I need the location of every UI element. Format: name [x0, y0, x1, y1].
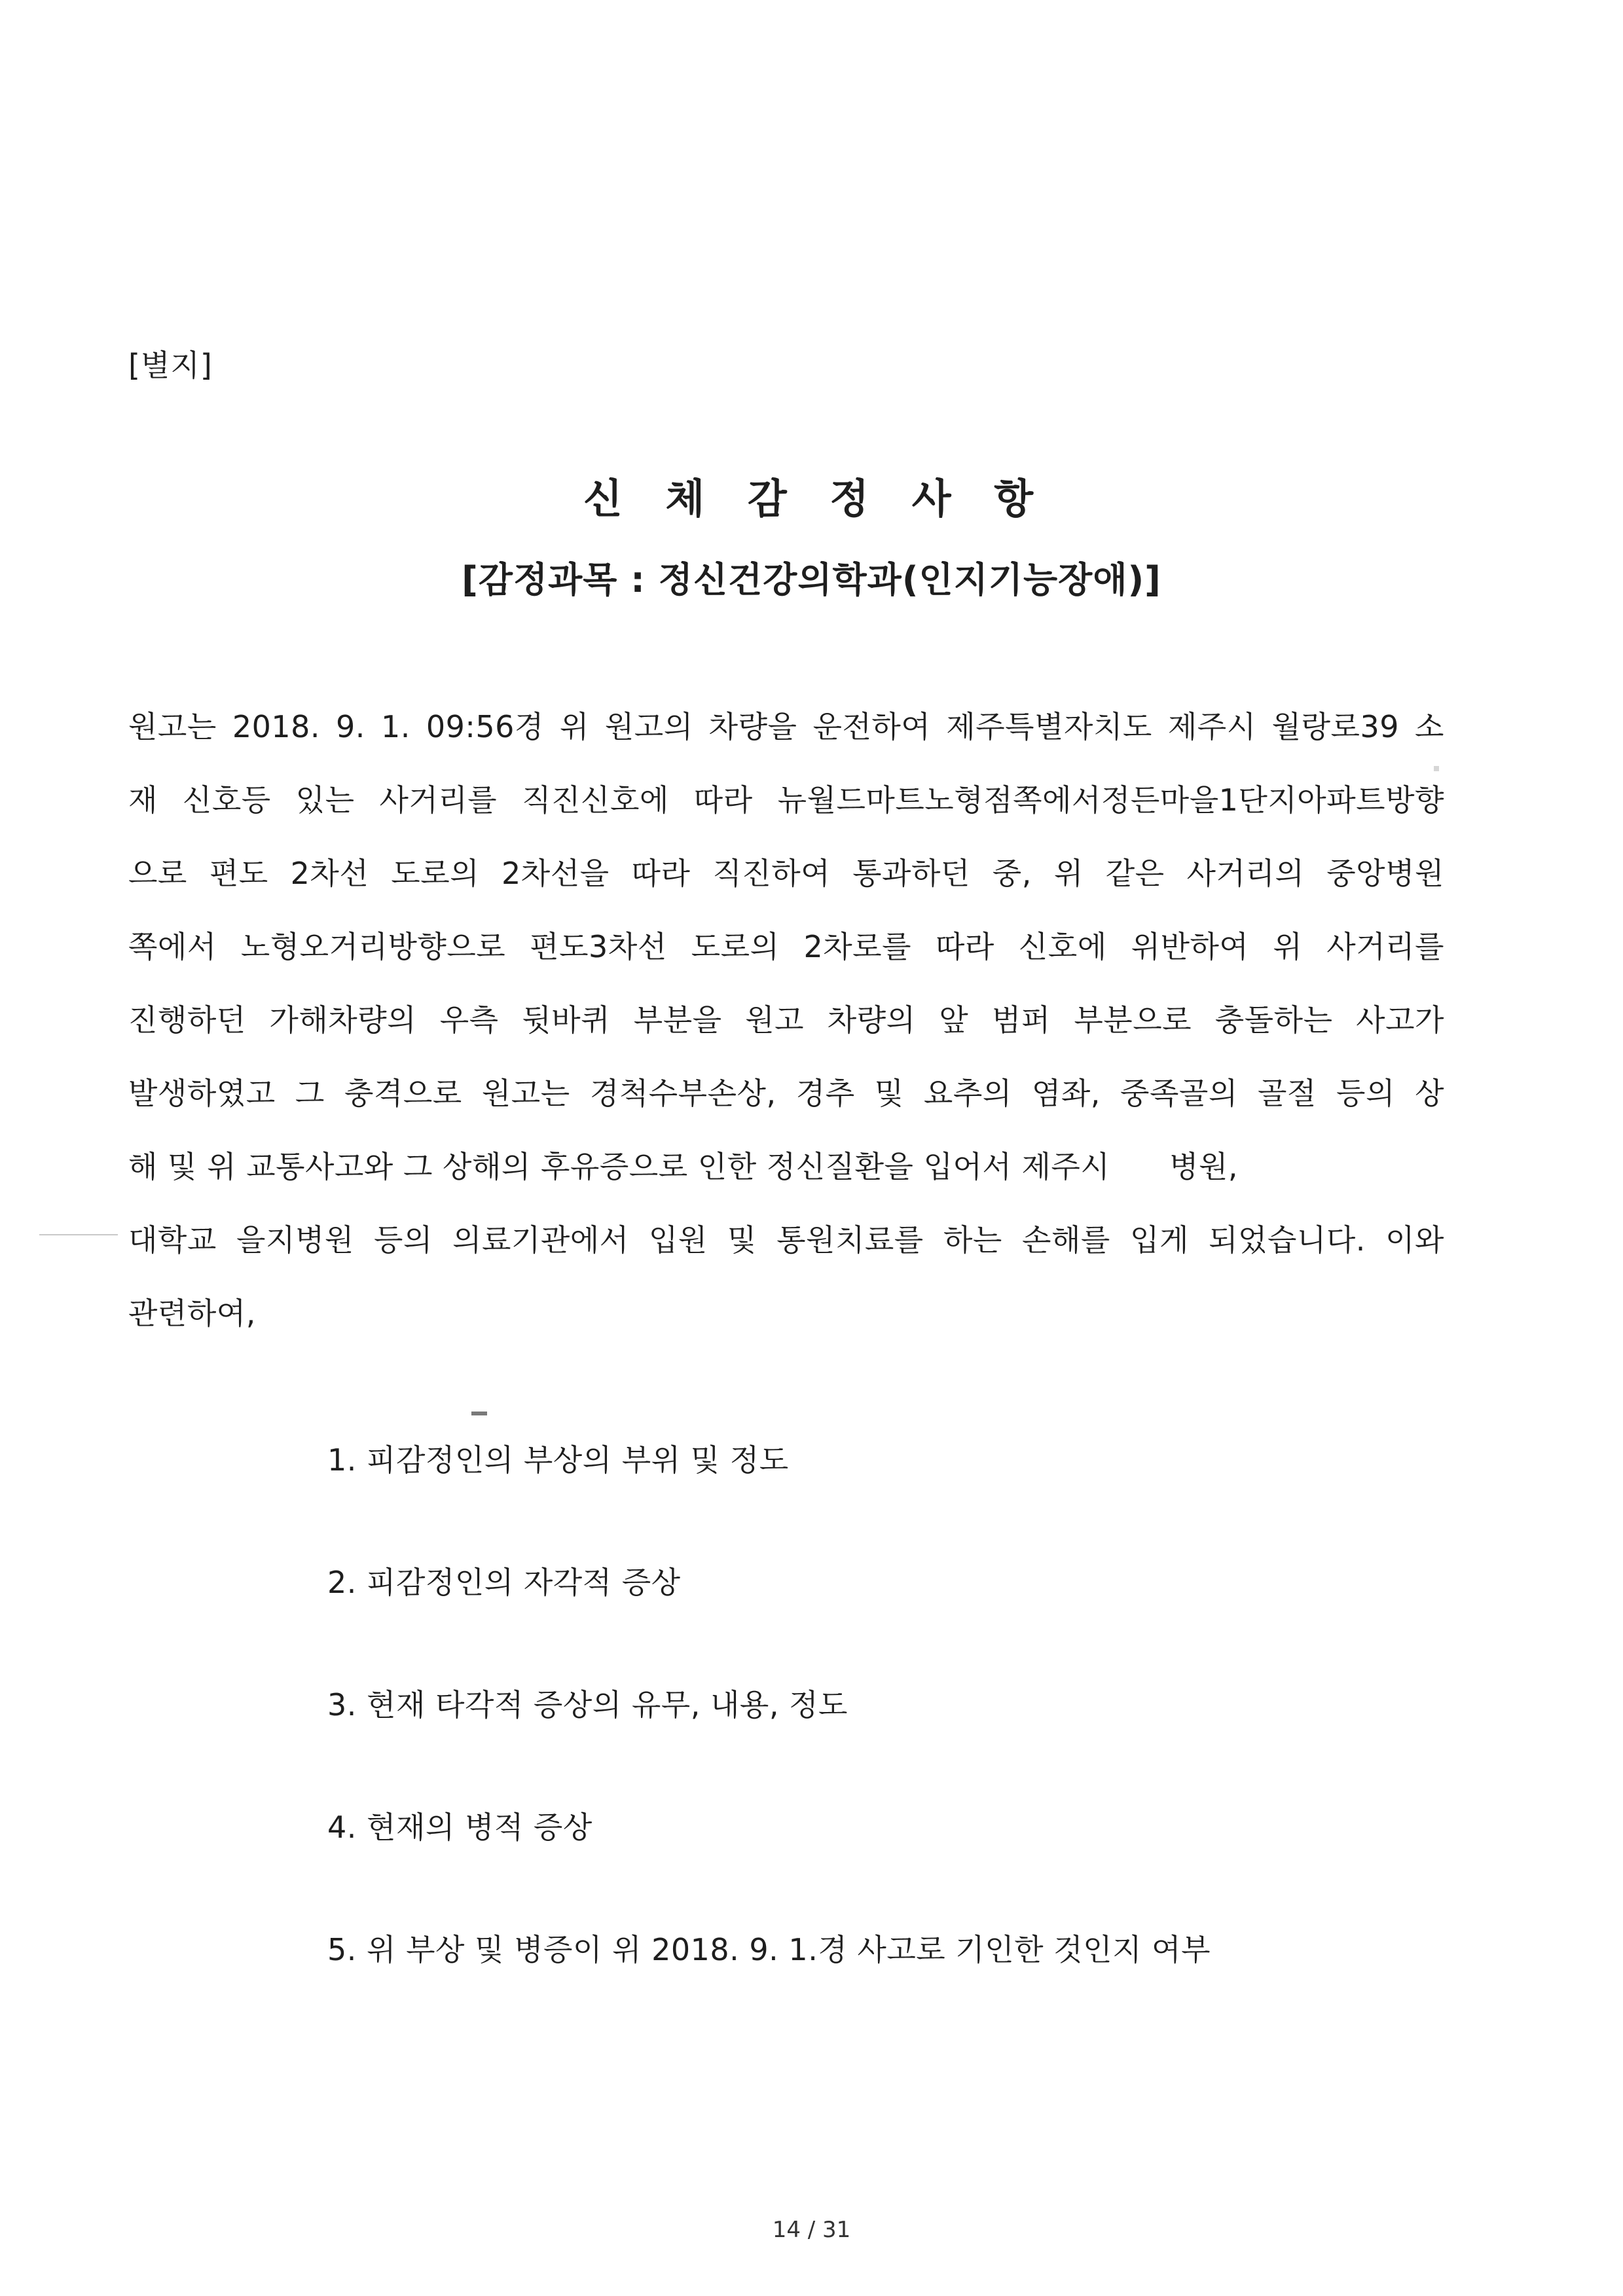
body-line: 발생하였고 그 충격으로 원고는 경척수부손상, 경추 및 요추의 염좌, 중족골의 골절 등의 상	[128, 1076, 1444, 1111]
body-paragraph	[128, 704, 1444, 1364]
body-line: 쪽에서 노형오거리방향으로 편도3차선 도로의 2차로를 따라 신호에 위반하여 위 사거리를	[128, 929, 1444, 964]
list-item: 4. 현재의 병적 증상	[327, 1810, 593, 1845]
body-line: 진행하던 가해차량의 우측 뒷바퀴 부분을 원고 차량의 앞 범퍼 부분으로 충돌하는 사고가	[128, 1002, 1444, 1038]
page-number: 14 / 31	[772, 2217, 851, 2243]
appraisal-items-list	[327, 1437, 1211, 2049]
document-title: 신 체 감 정 사 항	[583, 475, 1048, 522]
body-line: 원고는 2018. 9. 1. 09:56경 위 원고의 차량을 운전하여 제주특별자치도 제주시 월랑로39 소	[128, 709, 1444, 744]
body-line: 재 신호등 있는 사거리를 직진신호에 따라 뉴월드마트노형점쪽에서정든마을1단지아파트방향	[128, 782, 1444, 818]
attachment-label: [별지]	[128, 348, 213, 383]
list-item: 5. 위 부상 및 병증이 위 2018. 9. 1.경 사고로 기인한 것인지 여부	[327, 1932, 1211, 1967]
body-line: 대학교 을지병원 등의 의료기관에서 입원 및 통원치료를 하는 손해를 입게 되었습니다. 이와	[128, 1222, 1444, 1258]
list-item: 2. 피감정인의 자각적 증상	[327, 1565, 681, 1600]
body-line: 해 및 위 교통사고와 그 상해의 후유증으로 인한 정신질환을 입어서 제주시 병원,	[128, 1149, 1239, 1184]
body-line: 으로 편도 2차선 도로의 2차선을 따라 직진하여 통과하던 중, 위 같은 사거리의 중앙병원	[128, 856, 1444, 891]
list-item: 3. 현재 타각적 증상의 유무, 내용, 정도	[327, 1687, 848, 1722]
body-line: 관련하여,	[128, 1296, 256, 1331]
list-item: 1. 피감정인의 부상의 부위 및 정도	[327, 1442, 789, 1478]
document-subtitle: [감정과목 : 정신건강의학과(인지기능장애)]	[462, 559, 1161, 600]
scan-artifact-line	[471, 1412, 487, 1415]
scan-artifact-line	[39, 1234, 118, 1235]
